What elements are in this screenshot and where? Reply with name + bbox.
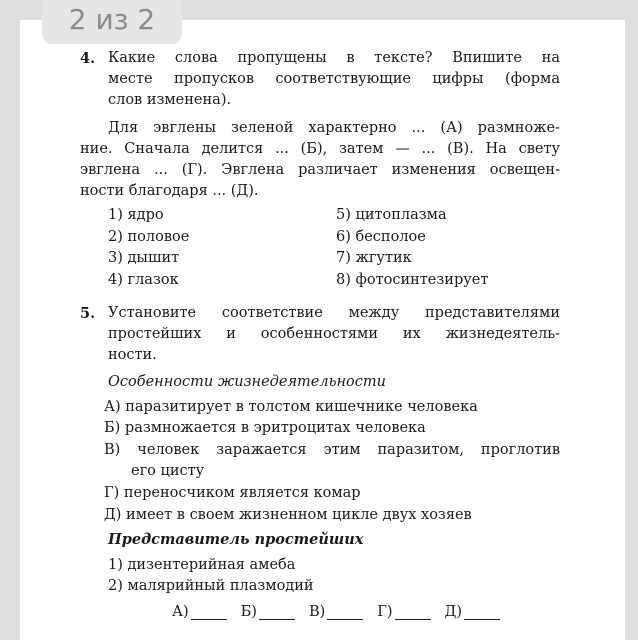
answer-slot[interactable] [309,604,363,620]
feature-item-continuation: его цисту [131,463,205,479]
feature-item: А) паразитирует в толстом кишечнике человека [104,399,478,415]
task4-option: 7) жгутик [336,250,412,266]
answer-label: В) [308,604,326,620]
task4-text-line: Для эвглены зеленой характерно ... (А) размноже- [108,120,560,136]
answer-blank[interactable] [395,605,431,620]
representative-item: 1) дизентерийная амеба [108,557,296,573]
feature-item: Г) переносчиком является комар [104,485,361,501]
task4-option: 5) цитоплазма [336,207,447,223]
answer-row [172,604,500,620]
answer-label: Д) [444,604,462,620]
task4-option: 3) дышит [108,250,180,266]
task5-question-line: Установите соответствие между представителями [108,305,560,321]
task5-question-line: простейших и особенностями их жизнедеятель- [108,326,560,342]
task4-option: 1) ядро [108,207,164,223]
feature-item: В) человек заражается этим паразитом, проглотив [104,442,560,458]
answer-blank[interactable] [191,605,227,620]
page-indicator: 2 из 2 [42,0,182,44]
features-heading: Особенности жизнедеятельности [108,374,386,390]
answer-blank[interactable] [259,605,295,620]
answer-slot[interactable] [445,604,500,620]
task4-text-line: ние. Сначала делится ... (Б), затем — ... (В). На свету [80,141,560,157]
task4-question-line: месте пропусков соответствующие цифры (форма [108,71,560,87]
answer-slot[interactable] [172,604,227,620]
task4-question-line: Какие слова пропущены в тексте? Впишите на [108,50,560,66]
task4-option: 8) фотосинтезирует [336,272,489,288]
answer-label: Г) [377,604,393,620]
task4-option: 2) половое [108,229,190,245]
representatives-heading: Представитель простейших [108,531,364,548]
viewer-frame-left [0,0,20,640]
representative-item: 2) малярийный плазмодий [108,578,314,594]
task4-option: 6) бесполое [336,229,426,245]
task5-question-line: ности. [108,347,157,363]
answer-label: Б) [240,604,257,620]
viewer-frame-right [625,0,638,640]
answer-label: А) [172,604,189,620]
answer-blank[interactable] [464,605,500,620]
task5-number: 5. [80,305,96,322]
task4-question-line: слов изменена). [108,92,232,108]
feature-item: Б) размножается в эритроцитах человека [104,420,426,436]
answer-slot[interactable] [241,604,295,620]
task4-option: 4) глазок [108,272,179,288]
task4-text-line: эвглена ... (Г). Эвглена различает изменения освещен- [80,162,560,178]
answer-blank[interactable] [327,605,363,620]
feature-item: Д) имеет в своем жизненном цикле двух хозяев [104,507,472,523]
answer-slot[interactable] [377,604,430,620]
task4-text-line: ности благодаря ... (Д). [80,183,259,199]
task4-number: 4. [80,50,96,67]
